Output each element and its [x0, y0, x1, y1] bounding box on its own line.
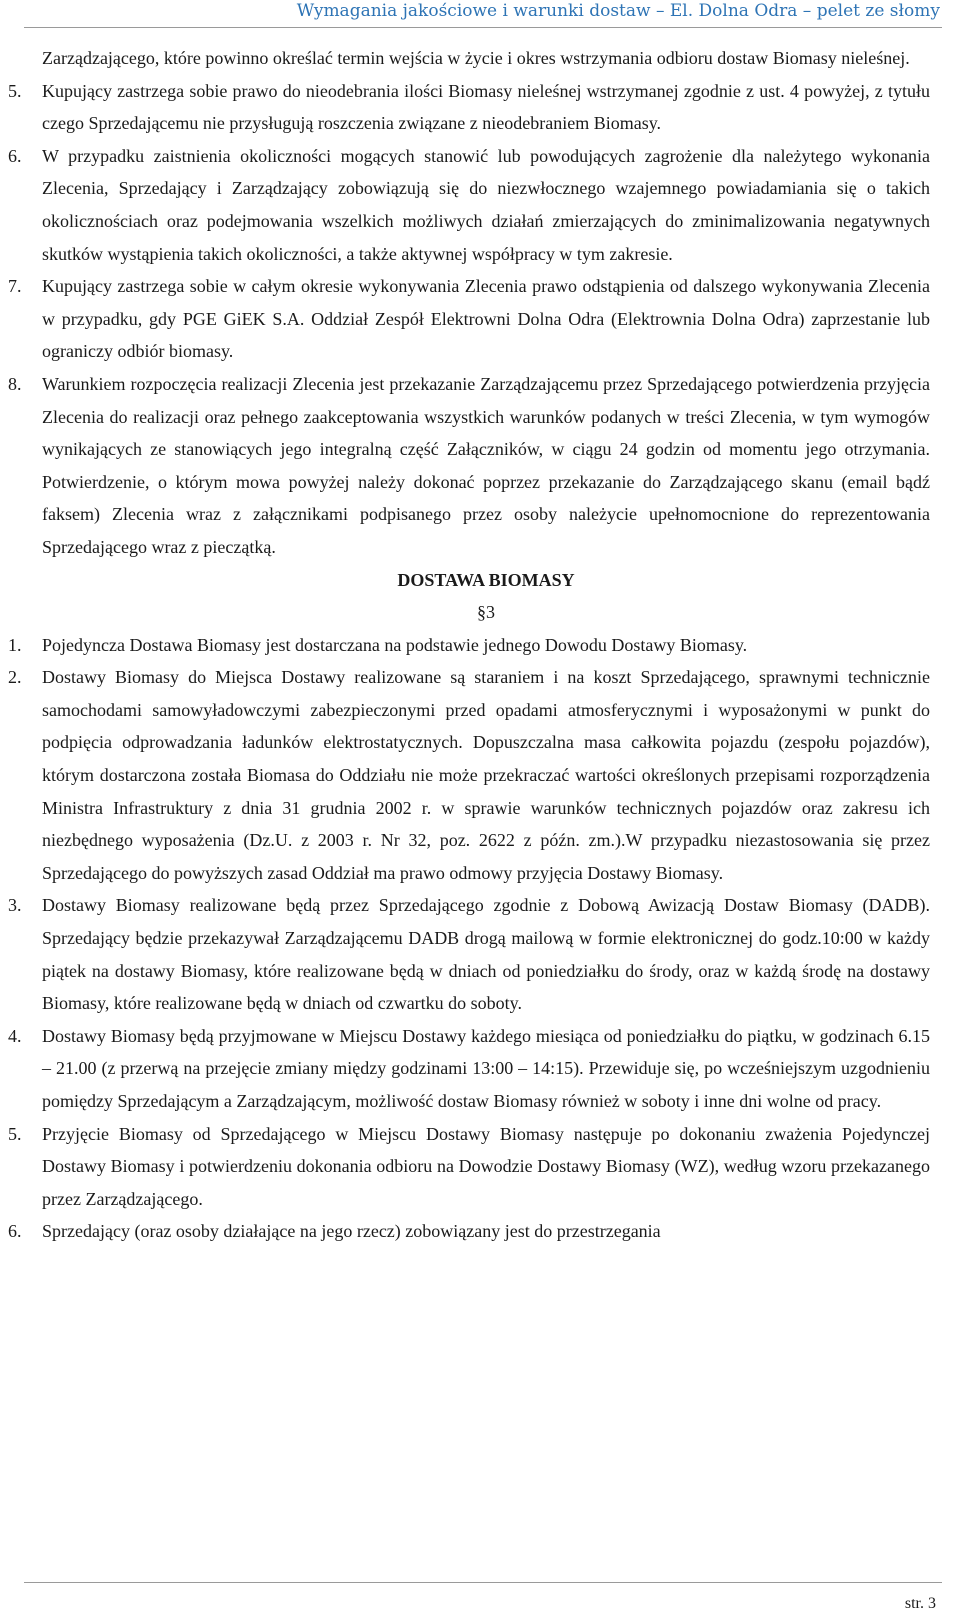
item-text: Dostawy Biomasy do Miejsca Dostawy realizowane są staraniem i na koszt Sprzedającego, sprawnymi technicznie samochodami samowyładowczymi zabezpieczonymi przed opadami atmosferycznymi i wyposażonymi w punkt do podpięcia odprowadzania ładunków elektrostatycznych. Dopuszczalna masa całkowita pojazdu (zespołu pojazdów), którym dostarczona została Biomasa do Oddziału nie może przekraczać wartości określonych przepisami rozporządzenia Ministra Infrastruktury z dnia 31 grudnia 2002 r. w sprawie warunków technicznych pojazdów oraz zakresu ich niezbędnego wyposażenia (Dz.U. z 2003 r. Nr 32, poz. 2622 z późn. zm.).W przypadku niezastosowania się przez Sprzedającego do powyższych zasad Oddział ma prawo odmowy przyjęcia Dostawy Biomasy. [42, 667, 930, 883]
item-text: W przypadku zaistnienia okoliczności mogących stanowić lub powodujących zagrożenie dla należytego wykonania Zlecenia, Sprzedający i Zarządzający zobowiązują się do niezwłocznego wzajemnego powiadamiania się o takich okolicznościach oraz podejmowania wszelkich możliwych działań zmierzających do zminimalizowania negatywnych skutków wystąpienia takich okoliczności, a także aktywnej współpracy w tym zakresie. [42, 145, 930, 264]
list-item [8, 889, 930, 1019]
page-number: str. 3 [904, 1595, 936, 1612]
list-item [8, 661, 930, 889]
list-part1 [8, 75, 930, 564]
item-text: Sprzedający (oraz osoby działające na jego rzecz) zobowiązany jest do przestrzegania [42, 1221, 661, 1242]
list-item [8, 368, 930, 564]
item-number: 7. [8, 276, 22, 297]
item-text: Dostawy Biomasy realizowane będą przez Sprzedającego zgodnie z Dobową Awizacją Dostaw Biomasy (DADB). Sprzedający będzie przekazywał Zarządzającemu DADB drogą mailową w formie elektronicznej do godz.10:00 w każdy piątek na dostawy Biomasy, które realizowane będą w dniach od poniedziałku do środy, oraz w każdą środę na dostawy Biomasy, które realizowane będą w dniach od czwartku do soboty. [42, 895, 930, 1014]
item-number: 8. [8, 373, 22, 394]
list-item [8, 1118, 930, 1216]
item-number: 6. [8, 145, 22, 166]
document-body [8, 42, 930, 1248]
item-text: Warunkiem rozpoczęcia realizacji Zlecenia jest przekazanie Zarządzającemu przez Sprzedającego potwierdzenia przyjęcia Zlecenia do realizacji oraz pełnego zaakceptowania wszystkich warunków podanych w treści Zlecenia, w tym wymogów wynikających ze stanowiących jego integralną część Załączników, w ciągu 24 godzin od momentu jego otrzymania. Potwierdzenie, o którym mowa powyżej należy dokonać poprzez przekazanie do Zarządzającego skanu (email bądź faksem) Zlecenia wraz z załącznikami podpisanego przez osoby należycie upełnomocnione do reprezentowania Sprzedającego wraz z pieczątką. [42, 373, 930, 557]
continuation-paragraph: Zarządzającego, które powinno określać termin wejścia w życie i okres wstrzymania odbioru dostaw Biomasy nieleśnej. [42, 48, 910, 68]
item-number: 2. [8, 667, 22, 688]
item-text: Kupujący zastrzega sobie w całym okresie wykonywania Zlecenia prawo odstąpienia od dalszego wykonywania Zlecenia w przypadku, gdy PGE GiEK S.A. Oddział Zespół Elektrowni Dolna Odra (Elektrownia Dolna Odra) zaprzestanie lub ograniczy odbiór biomasy. [42, 276, 930, 362]
footer-rule [24, 1582, 942, 1583]
item-number: 5. [8, 1123, 22, 1144]
list-item [8, 1020, 930, 1118]
item-number: 5. [8, 80, 22, 101]
item-number: 6. [8, 1221, 22, 1242]
section-heading: DOSTAWA BIOMASY [397, 569, 575, 590]
running-header: Wymagania jakościowe i warunki dostaw – El. Dolna Odra – pelet ze słomy [296, 1, 940, 21]
item-number: 1. [8, 634, 22, 655]
list-item [8, 75, 930, 140]
list-part2 [8, 629, 930, 1248]
header-rule [24, 27, 942, 28]
list-item [8, 1215, 930, 1248]
item-number: 3. [8, 895, 22, 916]
section-symbol: §3 [477, 602, 495, 623]
item-text: Dostawy Biomasy będą przyjmowane w Miejscu Dostawy każdego miesiąca od poniedziałku do piątku, w godzinach 6.15 – 21.00 (z przerwą na przejęcie zmiany między godzinami 13:00 – 14:15). Przewiduje się, po wcześniejszym uzgodnieniu pomiędzy Sprzedającym a Zarządzającym, możliwość dostaw Biomasy również w soboty i inne dni wolne od pracy. [42, 1025, 930, 1111]
item-text: Kupujący zastrzega sobie prawo do nieodebrania ilości Biomasy nieleśnej wstrzymanej zgodnie z ust. 4 powyżej, z tytułu czego Sprzedającemu nie przysługują roszczenia związane z nieodebraniem Biomasy. [42, 80, 930, 134]
item-text: Przyjęcie Biomasy od Sprzedającego w Miejscu Dostawy Biomasy następuje po dokonaniu zważenia Pojedynczej Dostawy Biomasy i potwierdzeniu dokonania odbioru na Dowodzie Dostawy Biomasy (WZ), według wzoru przekazanego przez Zarządzającego. [42, 1123, 930, 1209]
item-number: 4. [8, 1025, 22, 1046]
list-item [8, 629, 930, 662]
list-item [8, 140, 930, 270]
item-text: Pojedyncza Dostawa Biomasy jest dostarczana na podstawie jednego Dowodu Dostawy Biomasy. [42, 634, 748, 655]
list-item [8, 270, 930, 368]
